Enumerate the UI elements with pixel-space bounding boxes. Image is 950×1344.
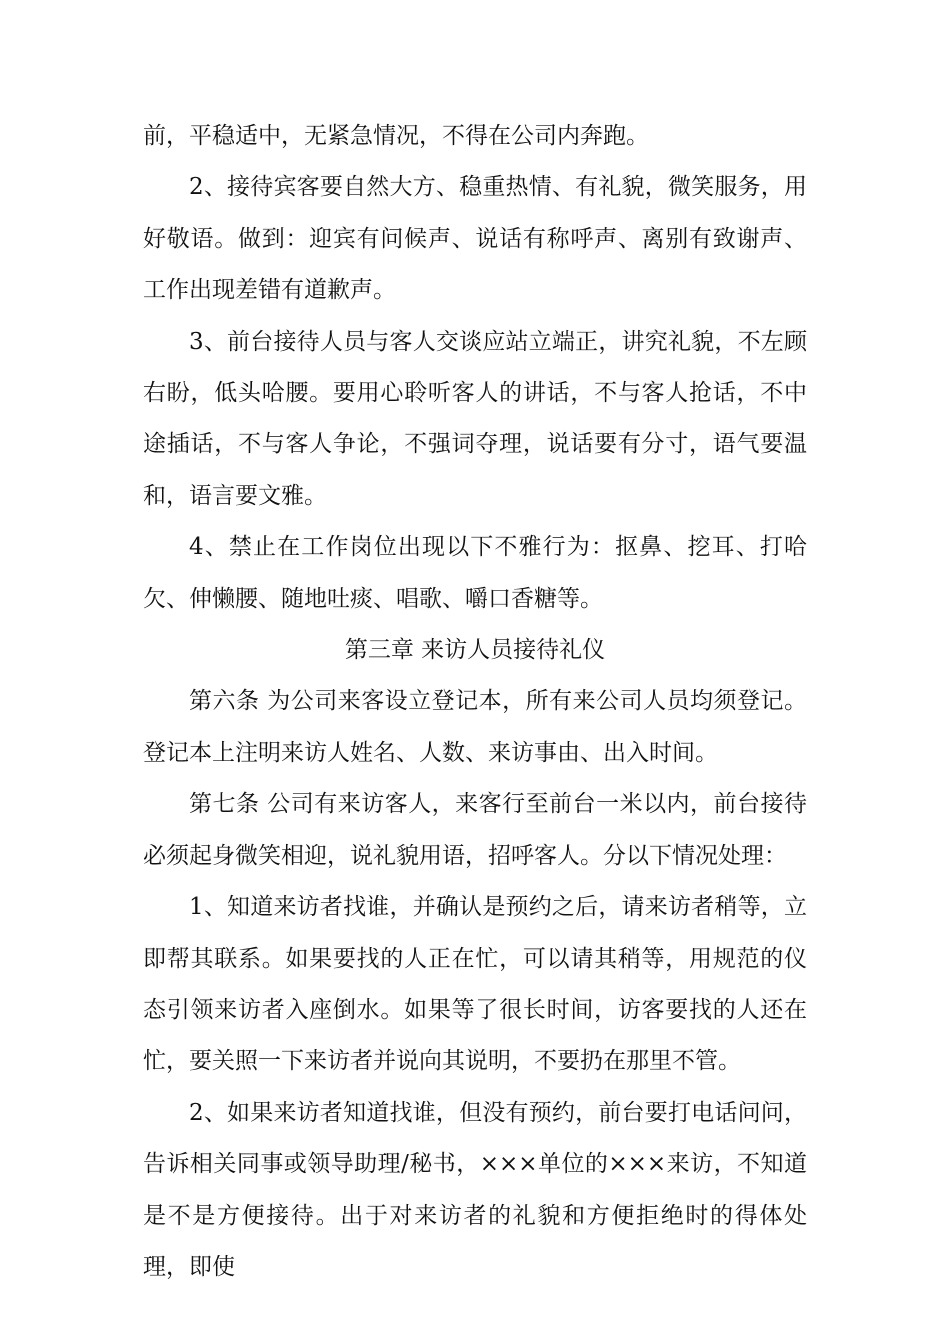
- chapter-title: 第三章 来访人员接待礼仪: [344, 637, 606, 664]
- article-7-paragraph: 第七条 公司有来访客人，来客行至前台一米以内，前台接待必须起身微笑相迎，说礼貌用语，招呼客人。分以下情况处理：: [143, 791, 807, 869]
- paragraph-2: 2、接待宾客要自然大方、稳重热情、有礼貌，微笑服务，用好敬语。做到：迎宾有问候声、说话有称呼声、离别有致谢声、工作出现差错有道歉声。: [143, 174, 807, 304]
- paragraph-1: 前，平稳适中，无紧急情况，不得在公司内奔跑。: [143, 123, 649, 149]
- paragraph-3: 3、前台接待人员与客人交谈应站立端正，讲究礼貌，不左顾右盼，低头哈腰。要用心聆听客人的讲话，不与客人抢话，不中途插话，不与客人争论，不强词夺理，说话要有分寸，语气要温和，语言要文雅。: [143, 328, 807, 509]
- document-body: [143, 111, 807, 1293]
- article-7-item-2: 2、如果来访者知道找谁，但没有预约，前台要打电话问问，告诉相关同事或领导助理/秘书，×××单位的×××来访，不知道是不是方便接待。出于对来访者的礼貌和方便拒绝时的得体处理，即使: [143, 1099, 807, 1280]
- article-7-item-1: 1、知道来访者找谁，并确认是预约之后，请来访者稍等，立即帮其联系。如果要找的人正在忙，可以请其稍等，用规范的仪态引领来访者入座倒水。如果等了很长时间，访客要找的人还在忙，要关照一下来访者并说向其说明，不要扔在那里不管。: [143, 894, 807, 1075]
- article-6-paragraph: 第六条 为公司来客设立登记本，所有来公司人员均须登记。登记本上注明来访人姓名、人数、来访事由、出入时间。: [143, 688, 807, 766]
- paragraph-4: 4、禁止在工作岗位出现以下不雅行为：抠鼻、挖耳、打哈欠、伸懒腰、随地吐痰、唱歌、嚼口香糖等。: [143, 534, 807, 612]
